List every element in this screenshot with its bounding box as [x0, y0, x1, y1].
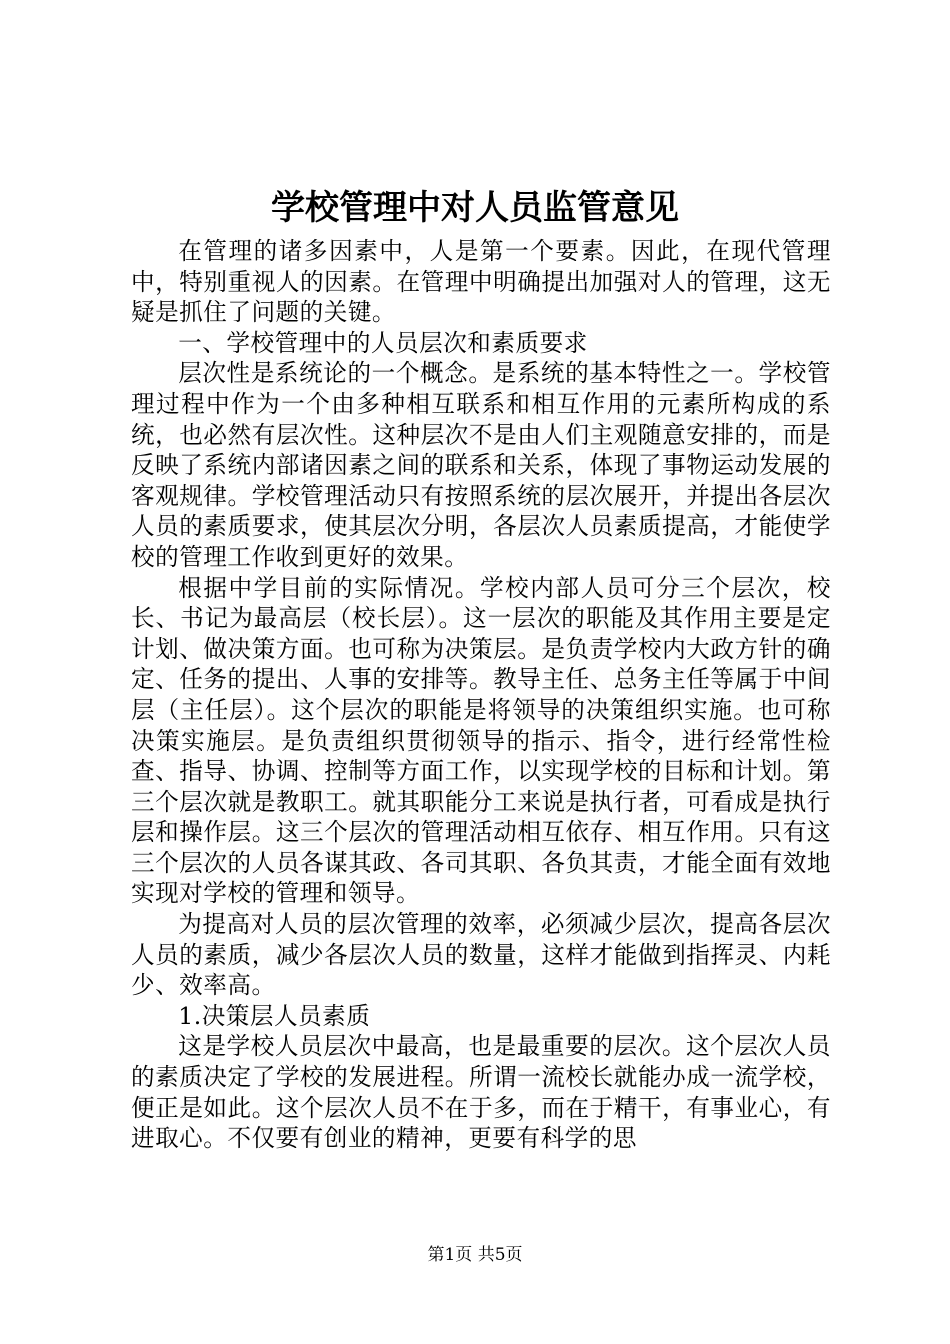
- paragraph-decision-layer: 这是学校人员层次中最高，也是最重要的层次。这个层次人员的素质决定了学校的发展进程。所谓一流校长就能办成一流学校，便正是如此。这个层次人员不在于多，而在于精干，有事业心，有进取心。不仅要有创业的精神，更要有科学的思: [131, 1032, 831, 1153]
- paragraph-efficiency: 为提高对人员的层次管理的效率，必须减少层次，提高各层次人员的素质，减少各层次人员的数量，这样才能做到指挥灵、内耗少、效率高。: [131, 910, 831, 1000]
- paragraph-three-levels: 根据中学目前的实际情况。学校内部人员可分三个层次，校长、书记为最高层（校长层）。这一层次的职能及其作用主要是定计划、做决策方面。也可称为决策层。是负责学校内大政方针的确定、任务的提出、人事的安排等。教导主任、总务主任等属于中间层（主任层）。这个层次的职能是将领导的决策组织实施。也可称决策实施层。是负责组织贯彻领导的指示、指令，进行经常性检查、指导、协调、控制等方面工作，以实现学校的目标和计划。第三个层次就是教职工。就其职能分工来说是执行者，可看成是执行层和操作层。这三个层次的管理活动相互依存、相互作用。只有这三个层次的人员各谋其政、各司其职、各负其责，才能全面有效地实现对学校的管理和领导。: [131, 573, 831, 908]
- document-body: [131, 236, 831, 1154]
- section-heading-1: 一、学校管理中的人员层次和素质要求: [178, 328, 588, 357]
- paragraph-hierarchy: 层次性是系统论的一个概念。是系统的基本特性之一。学校管理过程中作为一个由多种相互联系和相互作用的元素所构成的系统，也必然有层次性。这种层次不是由人们主观随意安排的，而是反映了系统内部诸因素之间的联系和关系，体现了事物运动发展的客观规律。学校管理活动只有按照系统的层次展开，并提出各层次人员的素质要求，使其层次分明，各层次人员素质提高，才能使学校的管理工作收到更好的效果。: [131, 359, 831, 571]
- subsection-heading-1: 1.决策层人员素质: [178, 1001, 371, 1030]
- page-footer: 第1页 共5页: [427, 1245, 523, 1265]
- paragraph-intro: 在管理的诸多因素中，人是第一个要素。因此，在现代管理中，特别重视人的因素。在管理中明确提出加强对人的管理，这无疑是抓住了问题的关键。: [131, 237, 831, 327]
- document-title: 学校管理中对人员监管意见: [271, 188, 679, 228]
